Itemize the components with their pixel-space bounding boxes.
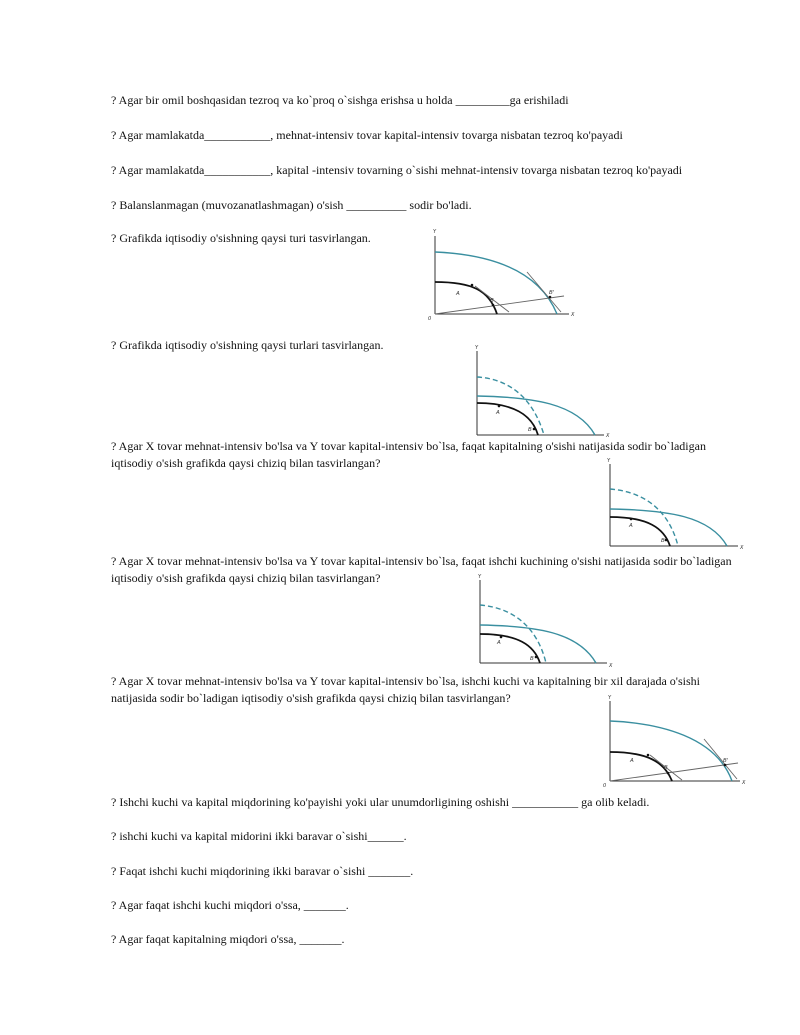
point-a	[647, 754, 650, 757]
question-5: ? Grafikda iqtisodiy o'sishning qaysi turi tasvirlangan.	[111, 231, 371, 245]
question-4: ? Balanslanmagan (muvozanatlashmagan) o'sish __________ sodir bo'ladi.	[111, 198, 472, 212]
ppf-figure-5	[600, 693, 750, 788]
x-axis-label: X	[606, 433, 610, 439]
ppf-figure-1	[427, 228, 582, 320]
point-a	[500, 636, 503, 639]
point-b-prime-label: B'	[723, 758, 729, 764]
x-axis-label: X	[740, 545, 744, 551]
point-a	[471, 284, 474, 287]
question-8: ? Agar X tovar mehnat-intensiv bo'lsa va Y tovar kapital-intensiv bo`lsa, faqat ishchi kuchining o'sishi natijasida sodir bo`ladigan iqtisodiy o'sish grafikda qaysi chiziq bilan tasvirlangan?	[111, 554, 732, 585]
point-b	[533, 428, 536, 431]
point-b-prime-label: B'	[549, 290, 555, 296]
point-b-prime	[549, 296, 552, 299]
point-b-label: B	[661, 538, 665, 544]
question-3: ? Agar mamlakatda___________, kapital -intensiv tovarning o`sishi mehnat-intensiv tovarga nisbatan tezroq ko'payadi	[111, 163, 683, 177]
y-axis-label: Y	[433, 229, 437, 235]
question-12: ? Faqat ishchi kuchi miqdorining ikki baravar o`sishi _______.	[111, 864, 414, 878]
point-b-label: B	[490, 298, 494, 304]
point-a-label: A	[629, 523, 633, 529]
question-9: ? Agar X tovar mehnat-intensiv bo'lsa va Y tovar kapital-intensiv bo`lsa, ishchi kuchi va kapitalning bir xil darajada o'sishi natijasida sodir bo`ladigan iqtisodiy o'sish grafikda qaysi chiziq bilan tasvirlangan?	[111, 674, 700, 705]
point-b	[667, 772, 670, 775]
tangent-line-outer	[704, 739, 737, 779]
ppf-figure-4	[476, 572, 616, 668]
point-a-label: A	[496, 410, 500, 416]
question-6: ? Grafikda iqtisodiy o'sishning qaysi turlari tasvirlangan.	[111, 338, 384, 352]
point-a	[498, 405, 501, 408]
point-b-prime	[724, 764, 727, 767]
question-14: ? Agar faqat kapitalning miqdori o'ssa, _______.	[111, 932, 345, 946]
ppf-figure-2	[472, 343, 612, 438]
point-a-label: A	[497, 640, 501, 646]
point-b	[665, 539, 668, 542]
point-a	[630, 518, 633, 521]
point-b-label: B	[664, 765, 668, 771]
ray-line	[610, 763, 738, 781]
ppf-inner-curve	[435, 282, 497, 314]
y-axis-label: Y	[608, 695, 612, 701]
y-axis-label: Y	[607, 458, 611, 464]
y-axis-label: Y	[478, 574, 482, 580]
x-axis-label: X	[571, 312, 575, 318]
question-11: ? ishchi kuchi va kapital midorini ikki baravar o`sishi______.	[111, 829, 407, 843]
x-axis-label: X	[609, 663, 613, 669]
question-10: ? Ishchi kuchi va kapital miqdorining ko'payishi yoki ular unumdorligining oshishi ___________ ga olib keladi.	[111, 795, 650, 809]
point-b-label: B	[528, 427, 532, 433]
question-7: ? Agar X tovar mehnat-intensiv bo'lsa va Y tovar kapital-intensiv bo`lsa, faqat kapitalning o'sishi natijasida sodir bo`ladigan iqtisodiy o'sish grafikda qaysi chiziq bilan tasvirlangan?	[111, 439, 706, 470]
point-a-label: A	[630, 758, 634, 764]
origin-label: 0	[603, 783, 607, 789]
question-1: ? Agar bir omil boshqasidan tezroq va ko`proq o`sishga erishsa u holda _________ga erishiladi	[111, 93, 569, 107]
y-axis-label: Y	[475, 345, 479, 351]
point-b-label: B	[530, 656, 534, 662]
point-b	[492, 304, 495, 307]
x-axis-label: X	[742, 780, 746, 786]
question-13: ? Agar faqat ishchi kuchi miqdori o'ssa, _______.	[111, 898, 349, 912]
question-2: ? Agar mamlakatda___________, mehnat-intensiv tovar kapital-intensiv tovarga nisbatan tezroq ko'payadi	[111, 128, 623, 142]
point-b	[535, 656, 538, 659]
point-a-label: A	[456, 291, 460, 297]
origin-label: 0	[428, 316, 432, 322]
ppf-figure-3	[606, 456, 748, 551]
tangent-line-outer	[527, 272, 561, 312]
